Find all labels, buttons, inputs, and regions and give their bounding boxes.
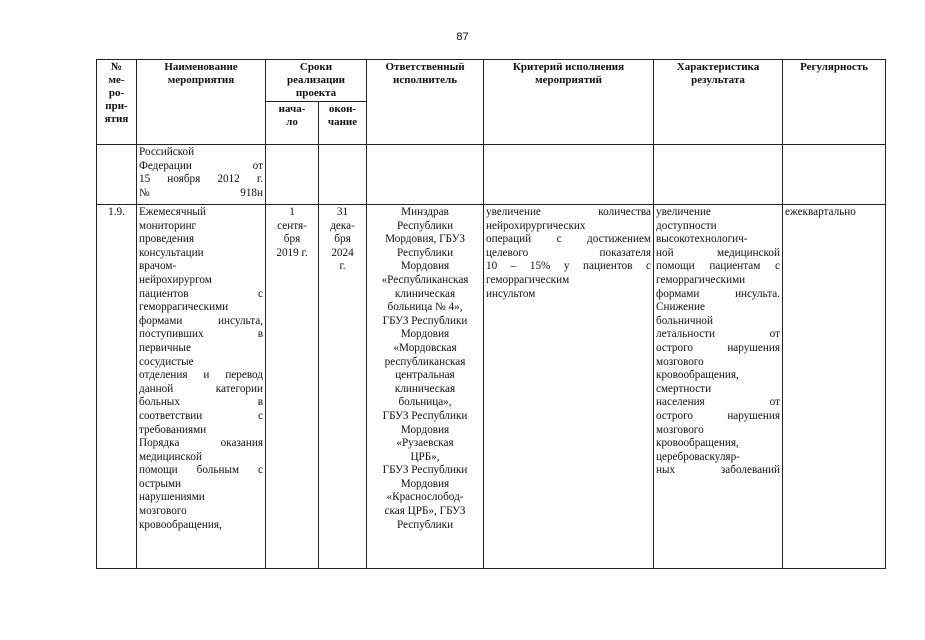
- text-line: 2019 г.: [276, 246, 308, 259]
- text-line: поступивших в: [139, 328, 263, 341]
- text-line: летальности от: [656, 328, 781, 341]
- text-line: при-: [105, 100, 128, 112]
- text-line: кровообращения,: [656, 369, 739, 382]
- text-line: требованиями: [139, 423, 207, 436]
- header-activity-name: [137, 60, 266, 145]
- text-line: ме-: [108, 74, 125, 86]
- text-line: доступности: [656, 219, 717, 232]
- table-row: [97, 145, 886, 205]
- text-line: Мордовия: [400, 260, 450, 273]
- text-line: клиническая: [394, 382, 456, 395]
- text-line: соответствии с: [139, 409, 263, 422]
- text-line: бря: [283, 233, 301, 246]
- text-line: окон-: [328, 103, 357, 115]
- text-line: исполнитель: [392, 74, 458, 86]
- text-line: острого нарушения: [656, 341, 781, 354]
- header-result: [654, 60, 783, 145]
- text-line: проведения: [139, 233, 194, 246]
- text-line: нарушениями: [139, 491, 205, 504]
- cell-activity-name: [137, 145, 266, 205]
- text-line: острого нарушения: [656, 409, 781, 422]
- text-line: целевого показателя: [486, 246, 652, 259]
- text-line: высокотехнологич-: [656, 233, 748, 246]
- cell-responsible: [367, 145, 484, 205]
- cell-end: [319, 205, 367, 569]
- text-line: № 918н: [139, 186, 263, 199]
- text-line: помощи больным с: [139, 464, 263, 477]
- text-line: Снижение: [656, 301, 705, 314]
- text-line: ятия: [104, 113, 129, 125]
- text-line: Республики: [396, 518, 454, 531]
- header-number: [97, 60, 137, 145]
- header-terms: [266, 60, 367, 102]
- header-regularity: Регулярность: [783, 60, 886, 145]
- text-line: «Мордовская: [393, 341, 457, 354]
- text-line: населения от: [656, 396, 781, 409]
- text-line: 2024: [331, 246, 354, 259]
- cell-criterion: [484, 205, 654, 569]
- text-line: Наименование: [164, 61, 238, 73]
- text-line: №: [110, 61, 123, 73]
- text-line: мероприятия: [167, 74, 235, 86]
- text-line: Республики: [396, 219, 454, 232]
- text-line: проекта: [295, 87, 337, 99]
- text-line: больница»,: [398, 396, 452, 409]
- header-criterion: [484, 60, 654, 145]
- text-line: ГБУЗ Республики: [382, 464, 468, 477]
- cell-start: [266, 205, 319, 569]
- text-line: мониторинг: [139, 219, 197, 232]
- text-line: результата: [691, 74, 745, 86]
- text-line: врачом-: [139, 260, 177, 273]
- text-line: Критерий исполнения: [512, 61, 625, 73]
- text-line: центральная: [395, 369, 455, 382]
- text-line: ская ЦРБ», ГБУЗ: [384, 505, 466, 518]
- text-line: сосудистые: [139, 355, 194, 368]
- header-start: [266, 102, 319, 145]
- cell-number: 1.9.: [97, 205, 137, 569]
- text-line: мозгового: [656, 355, 704, 368]
- text-line: острыми: [139, 477, 182, 490]
- text-line: формами инсульта,: [139, 314, 263, 327]
- cell-regularity: [783, 145, 886, 205]
- text-line: чание: [327, 116, 358, 128]
- cell-activity-name: [137, 205, 266, 569]
- text-line: Порядка оказания: [139, 437, 263, 450]
- text-line: помощи пациентам с: [656, 260, 781, 273]
- page-number: 87: [456, 31, 469, 43]
- cell-result: [654, 205, 783, 569]
- text-line: увеличение количества: [486, 206, 652, 218]
- text-line: больница № 4»,: [387, 301, 463, 314]
- text-line: ГБУЗ Республики: [382, 314, 468, 327]
- text-line: медицинской: [139, 450, 202, 463]
- text-line: смертности: [656, 382, 712, 395]
- text-line: 15 ноября 2012 г.: [139, 173, 263, 186]
- text-line: инсультом: [486, 287, 536, 300]
- text-line: «Рузаевская: [396, 437, 454, 450]
- text-line: реализации: [286, 74, 346, 86]
- text-line: Характеристика: [676, 61, 760, 73]
- cell-end: [319, 145, 367, 205]
- text-line: мероприятий: [535, 74, 602, 86]
- text-line: кровообращения,: [139, 518, 222, 531]
- text-line: формами инсульта.: [656, 287, 781, 300]
- text-line: Мордовия: [400, 477, 450, 490]
- text-line: ных заболеваний: [656, 464, 781, 477]
- text-line: консультации: [139, 246, 204, 259]
- text-line: первичные: [139, 341, 191, 354]
- text-line: ло: [286, 116, 298, 128]
- text-line: «Республиканская: [381, 273, 469, 286]
- text-line: пациентов с: [139, 287, 263, 300]
- text-line: больных в: [139, 396, 263, 409]
- cell-start: [266, 145, 319, 205]
- text-line: дека-: [330, 219, 355, 232]
- table-row: [97, 205, 886, 569]
- header-responsible: [367, 60, 484, 145]
- text-line: Сроки: [299, 61, 333, 73]
- text-line: данной категории: [139, 382, 263, 395]
- text-line: нейрохирургических: [486, 219, 586, 232]
- text-line: бря: [334, 233, 351, 246]
- text-line: ро-: [108, 87, 125, 99]
- text-line: сентя-: [277, 219, 307, 232]
- activity-table: [96, 59, 886, 569]
- cell-result: [654, 145, 783, 205]
- cell-regularity: ежеквартально: [783, 205, 886, 569]
- text-line: геморрагическими: [139, 301, 229, 314]
- text-line: Мордовия: [400, 423, 450, 436]
- cell-responsible: [367, 205, 484, 569]
- text-line: республиканская: [384, 355, 466, 368]
- text-line: ной медицинской: [656, 246, 781, 259]
- text-line: «Краснослобод-: [386, 491, 464, 504]
- text-line: геморрагическими: [656, 273, 746, 286]
- text-line: клиническая: [394, 287, 456, 300]
- text-line: Минздрав: [401, 206, 449, 218]
- text-line: Российской: [139, 146, 195, 158]
- text-line: кровообращения,: [656, 437, 739, 450]
- text-line: Ответственный: [385, 61, 465, 73]
- text-line: отделения и перевод: [139, 369, 263, 382]
- text-line: Республики: [396, 246, 454, 259]
- text-line: мозгового: [656, 423, 704, 436]
- text-line: цереброваскуляр-: [656, 450, 740, 463]
- header-end: [319, 102, 367, 145]
- text-line: геморрагическим: [486, 273, 570, 286]
- text-line: Мордовия: [400, 328, 450, 341]
- text-line: нейрохирургом: [139, 273, 212, 286]
- text-line: ГБУЗ Республики: [382, 409, 468, 422]
- text-line: 31: [336, 206, 349, 218]
- text-line: 10 – 15% у пациентов с: [486, 260, 652, 273]
- text-line: операций с достижением: [486, 233, 652, 246]
- cell-criterion: [484, 145, 654, 205]
- text-line: г.: [339, 260, 346, 273]
- text-line: Федерации от: [139, 159, 263, 172]
- text-line: Мордовия, ГБУЗ: [385, 233, 465, 246]
- text-line: больничной: [656, 314, 714, 327]
- text-line: ЦРБ»,: [410, 450, 440, 463]
- text-line: 1: [289, 206, 295, 218]
- text-line: нача-: [278, 103, 306, 115]
- cell-number: [97, 145, 137, 205]
- text-line: увеличение: [656, 206, 711, 218]
- text-line: Ежемесячный: [139, 206, 206, 218]
- text-line: мозгового: [139, 505, 187, 518]
